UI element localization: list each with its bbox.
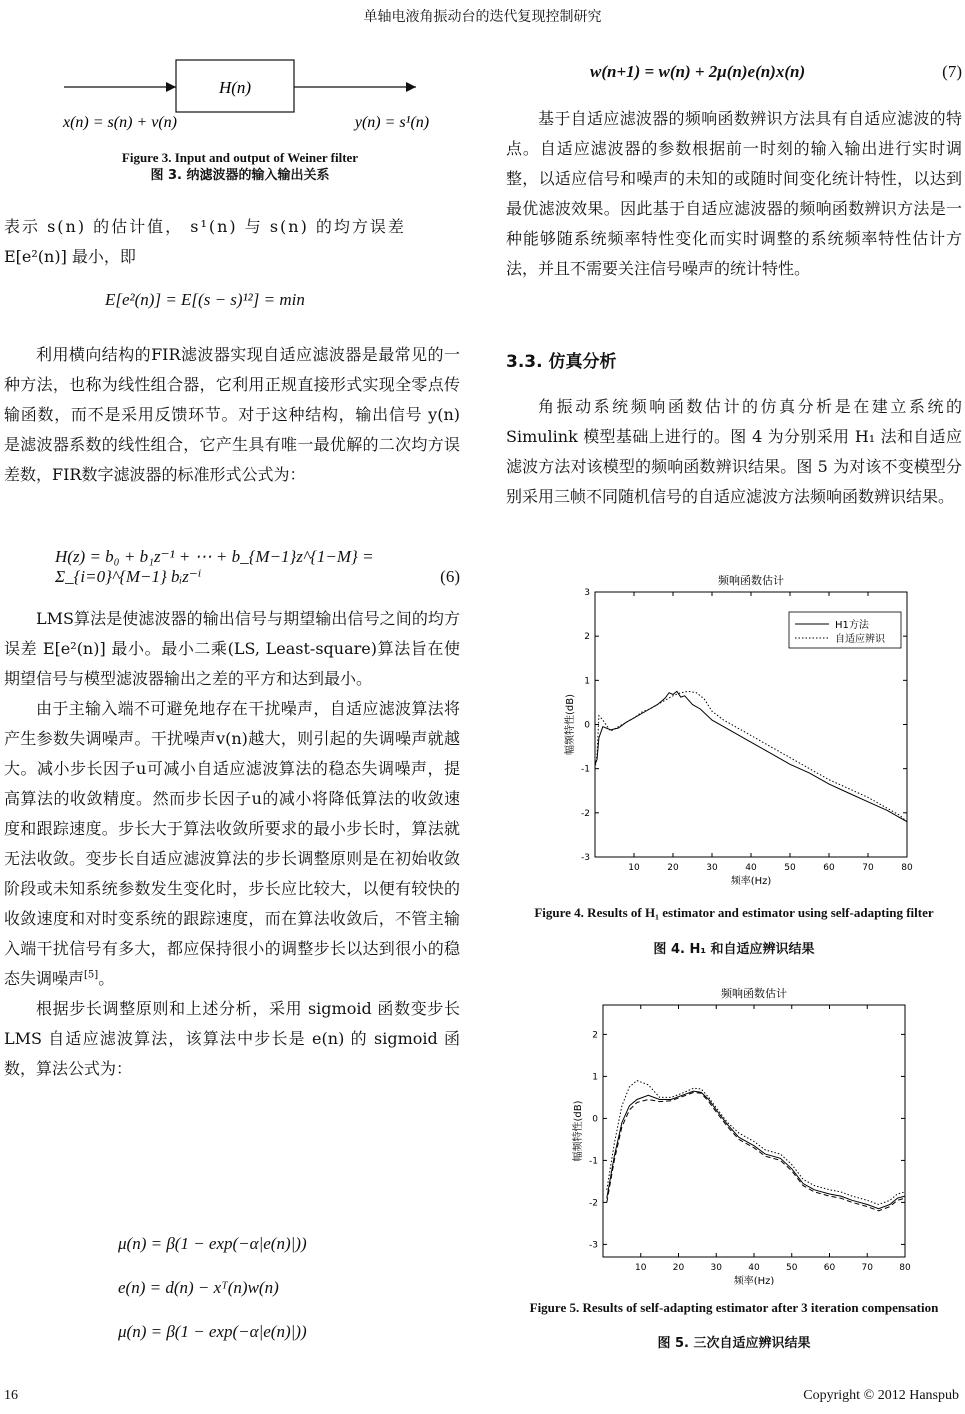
left-para4: 由于主输入端不可避免地存在干扰噪声，自适应滤波算法将产生参数失调噪声。干扰噪声v(n)越大，则引起的失调噪声就越大。减小步长因子u可减小自适应滤波算法的稳态失调噪声，提高算法的收敛精度。然而步长因子u的减小将降低算法的收敛速度和跟踪速度。步长大于算法收敛所要求的最小步长时，算法就无法收敛。变步长自适应滤波算法的步长调整原则是在初始收敛阶段或未知系统参数发生变化时，步长应比较大，以便有较快的收敛速度和对时变系统的跟踪速度，而在算法收敛后，不管主输入端干扰信号有多大，都应保持很小的调整步长以达到很小的稳态失调噪声[5]。 xyxy=(4,699,460,988)
x-tick-label: 50 xyxy=(786,1263,798,1273)
legend-label-1: H1方法 xyxy=(835,620,869,631)
x-tick-label: 80 xyxy=(901,863,913,873)
equation-mse: E[e²(n)] = E[(s − s)¹²] = min xyxy=(105,290,305,309)
page-number: 16 xyxy=(4,1388,18,1403)
equation-mu-2: μ(n) = β(1 − exp(−α|e(n)|)) xyxy=(118,1322,307,1341)
y-tick-label: 3 xyxy=(584,588,590,598)
x-tick-label: 50 xyxy=(784,863,796,873)
equation-6-number: (6) xyxy=(440,567,460,586)
left-para2: 利用横向结构的FIR滤波器实现自适应滤波器是最常见的一种方法，也称为线性组合器，它利用正规直接形式实现全零点传输函数，而不是采用反馈环节。对于这种结构，输出信号 y(n) 是滤波器系数的线性组合，它产生具有唯一最优解的二次均方误差数，FIR数字滤波器的标准形式公式为： xyxy=(4,345,460,484)
copyright: Copyright © 2012 Hanspub xyxy=(803,1388,959,1403)
x-tick-label: 20 xyxy=(672,1263,685,1273)
left-column xyxy=(4,212,460,272)
figure5-caption-zh: 图 5. 三次自适应辨识结果 xyxy=(657,1336,811,1351)
series-line-3 xyxy=(607,1081,905,1205)
figure3-caption-zh: 图 3. 纳滤波器的输入输出关系 xyxy=(150,168,330,183)
y-axis-label: 幅频特性(dB) xyxy=(573,1100,584,1162)
left-para5: 根据步长调整原则和上述分析，采用 sigmoid 函数变步长 LMS 自适应滤波算法，该算法中步长是 e(n) 的 sigmoid 函数，算法公式为： xyxy=(4,999,460,1078)
y-tick-label: -3 xyxy=(581,853,590,863)
x-tick-label: 30 xyxy=(706,863,718,873)
running-header: 单轴电液角振动台的迭代复现控制研究 xyxy=(363,9,602,25)
figure5-chart xyxy=(565,985,915,1285)
x-tick-label: 10 xyxy=(628,863,640,873)
right-para2: 角振动系统频响函数估计的仿真分析是在建立系统的 Simulink 模型基础上进行的。图 4 为分别采用 H₁ 法和自适应滤波方法对该模型的频响函数辨识结果。图 5 为对该不变模型分别采用三帧不同随机信号的自适应滤波方法频响函数辨识结果。 xyxy=(506,397,962,506)
x-tick-label: 80 xyxy=(899,1263,911,1273)
figure4-chart xyxy=(555,572,915,890)
series-line-2 xyxy=(607,1092,905,1210)
y-tick-label: 0 xyxy=(584,720,590,731)
x-tick-label: 40 xyxy=(745,863,757,873)
x-tick-label: 70 xyxy=(862,863,874,873)
x-tick-label: 10 xyxy=(635,1263,647,1273)
y-axis-label: 幅频特性(dB) xyxy=(565,693,576,756)
equation-e: e(n) = d(n) − xᵀ(n)w(n) xyxy=(118,1278,279,1297)
equation-6: H(z) = b₀ + b₁z⁻¹ + ⋯ + b_{M−1}z^{1−M} = Σ_{i=0}^{M−1} bᵢz⁻ⁱ xyxy=(55,547,374,586)
block-label: H(n) xyxy=(218,78,252,97)
figure3-block-diagram xyxy=(20,50,470,140)
input-label: x(n) = s(n) + v(n) xyxy=(63,114,177,131)
chart-title: 频响函数估计 xyxy=(718,574,784,587)
y-tick-label: -3 xyxy=(589,1240,598,1251)
equation-7-row xyxy=(590,62,962,82)
equation-6-row xyxy=(55,547,460,587)
y-tick-label: -1 xyxy=(581,764,590,775)
equation-7: w(n+1) = w(n) + 2μ(n)e(n)x(n) xyxy=(590,62,806,81)
y-tick-label: 0 xyxy=(592,1114,598,1125)
input-arrow-head xyxy=(166,82,176,92)
equation-7-number: (7) xyxy=(942,62,962,81)
y-tick-label: 1 xyxy=(592,1072,598,1083)
citation-ref: [5] xyxy=(84,969,99,981)
figure4-caption-en: Figure 4. Results of H₁ estimator and estimator using self-adapting filter xyxy=(534,905,934,920)
x-tick-label: 40 xyxy=(748,1263,760,1273)
series-line-1 xyxy=(595,691,907,821)
y-tick-label: 1 xyxy=(584,676,590,687)
left-para1-line1: 表示 s(n) 的估计值， s¹(n) 与 s(n) 的均方误差 xyxy=(4,217,406,236)
x-tick-label: 30 xyxy=(710,1263,722,1273)
figure4-caption-zh: 图 4. H₁ 和自适应辨识结果 xyxy=(653,942,815,957)
left-para3: LMS算法是使滤波器的输出信号与期望输出信号之间的均方误差 E[e²(n)] 最小。最小二乘(LS, Least-square)算法旨在使期望信号与模型滤波器输出之差的平方和达到最小。 xyxy=(4,609,460,688)
figure3-caption-en: Figure 3. Input and output of Weiner filter xyxy=(121,150,359,165)
y-tick-label: -2 xyxy=(581,808,590,819)
section-title: 3.3. 仿真分析 xyxy=(506,352,617,372)
x-tick-label: 70 xyxy=(861,1263,873,1273)
plot-frame xyxy=(603,1005,905,1257)
x-axis-label: 频率(Hz) xyxy=(730,876,772,887)
y-tick-label: -1 xyxy=(589,1156,598,1167)
x-tick-label: 60 xyxy=(823,863,835,873)
legend-label-2: 自适应辨识 xyxy=(835,634,885,645)
y-tick-label: 2 xyxy=(592,1030,598,1041)
series-line-2 xyxy=(595,691,907,821)
x-axis-label: 频率(Hz) xyxy=(733,1276,775,1285)
series-line-1 xyxy=(607,1091,905,1209)
output-arrow-head xyxy=(406,82,416,92)
equation-mu-1: μ(n) = β(1 − exp(−α|e(n)|)) xyxy=(118,1234,307,1253)
x-tick-label: 60 xyxy=(823,1263,836,1273)
chart-title: 频响函数估计 xyxy=(721,987,787,1000)
y-tick-label: 2 xyxy=(584,632,590,643)
left-para1-line2: E[e²(n)] 最小，即 xyxy=(4,247,136,266)
x-tick-label: 20 xyxy=(667,863,679,873)
right-para1: 基于自适应滤波器的频响函数辨识方法具有自适应滤波的特点。自适应滤波器的参数根据前一时刻的输入输出进行实时调整，以适应信号和噪声的未知的或随时间变化统计特性，以达到最优滤波效果。因此基于自适应滤波器的频响函数辨识方法是一种能够随系统频率特性变化而实时调整的系统频率特性估计方法，并且不需要关注信号噪声的统计特性。 xyxy=(506,109,962,278)
figure5-caption-en: Figure 5. Results of self-adapting estimator after 3 iteration compensation xyxy=(529,1300,939,1315)
output-label: y(n) = s¹(n) xyxy=(354,114,430,131)
y-tick-label: -2 xyxy=(589,1198,598,1209)
